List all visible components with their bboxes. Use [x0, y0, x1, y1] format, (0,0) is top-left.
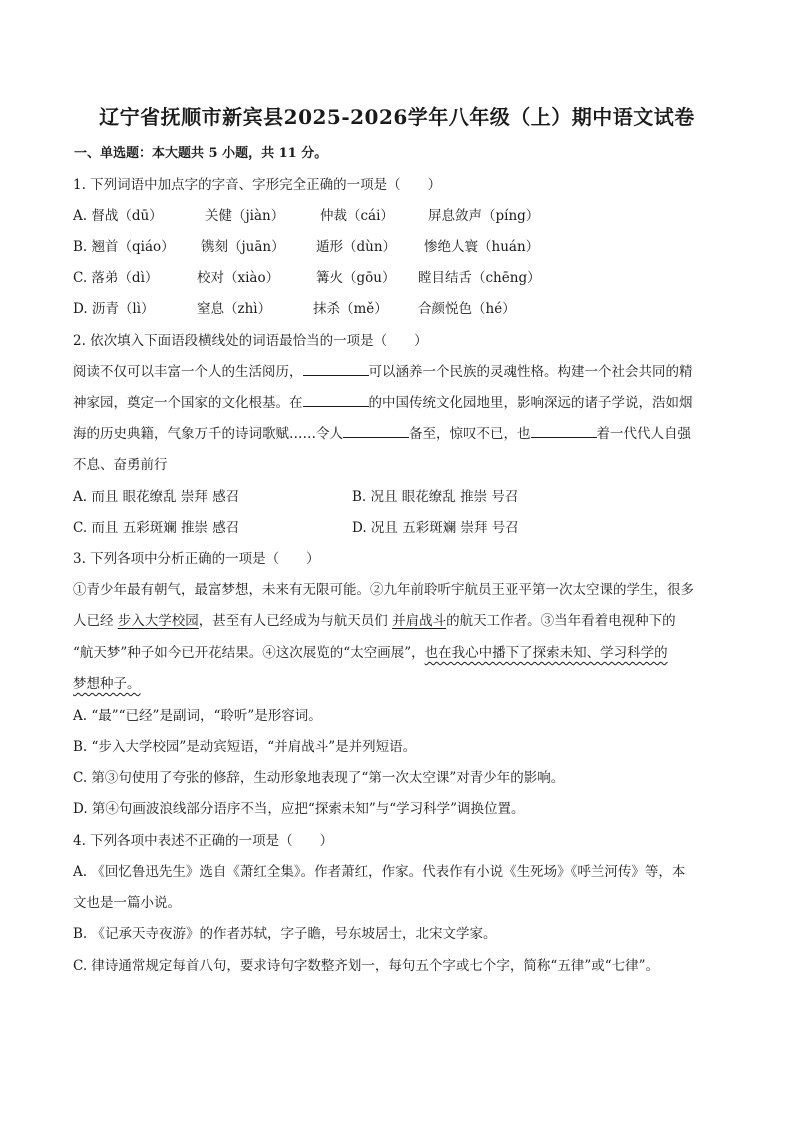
fill-blank	[303, 392, 369, 407]
q1-option-b-word: 镌刻（juān）	[201, 239, 285, 255]
wavy-underlined-phrase: 梦想种子。	[73, 676, 141, 692]
q3-passage-line	[73, 673, 141, 695]
q4-option-a-cont: 文也是一篇小说。	[73, 895, 181, 911]
fill-blank	[343, 423, 409, 438]
q3-option-c: C. 第③句使用了夸张的修辞，生动形象地表现了“第一次太空课”对青少年的影响。	[73, 770, 565, 786]
section-heading: 一、单选题：本大题共 5 小题，共 11 分。	[74, 146, 328, 161]
underlined-phrase: 步入大学校园	[117, 613, 199, 629]
underlined-phrase: 并肩战斗	[392, 613, 447, 629]
q2-option-b: B. 况且 眼花缭乱 推崇 号召	[352, 489, 519, 505]
q1-option-d-word: 抹杀（mě）	[313, 301, 388, 317]
q4-option-b: B. 《记承天寺夜游》的作者苏轼，字子瞻，号东坡居士，北宋文学家。	[73, 926, 497, 942]
q1-option-a-word: 仲裁（cái）	[320, 208, 394, 224]
q2-passage-line: 阅读不仅可以丰富一个人的生活阅历， 可以涵养一个民族的灵魂性格。构建一个社会共同的精	[73, 361, 693, 383]
question-4-stem: 4. 下列各项中表述不正确的一项是（ ）	[73, 833, 334, 849]
q2-passage-line: 神家园，奠定一个国家的文化根基。在 的中国传统文化园地里，影响深远的诸子学说，浩如烟	[73, 392, 693, 414]
q1-option-c: C. 落弟（dì）	[73, 270, 159, 286]
q1-option-c-word: 篝火（gōu）	[316, 270, 396, 286]
q1-option-b: B. 翘首（qiáo）	[73, 239, 175, 255]
q2-option-a: A. 而且 眼花缭乱 崇拜 感召	[73, 489, 240, 505]
q2-passage-line: 不息、奋勇前行	[73, 457, 168, 473]
q2-passage-line: 海的历史典籍，气象万千的诗词歌赋……令人 备至，惊叹不已，也 着一代代人自强	[73, 423, 691, 445]
question-2-stem: 2. 依次填入下面语段横线处的词语最恰当的一项是（ ）	[73, 333, 428, 349]
q3-option-b: B. “步入大学校园”是动宾短语，“并肩战斗”是并列短语。	[73, 739, 417, 755]
q4-option-a: A. 《回忆鲁迅先生》选自《萧红全集》。作者萧红，作家。代表作有小说《生死场》《呼兰河传》等，本	[73, 864, 686, 880]
question-3-stem: 3. 下列各项中分析正确的一项是（ ）	[73, 551, 320, 567]
fill-blank	[303, 361, 369, 376]
q4-option-c: C. 律诗通常规定每首八句，要求诗句字数整齐划一，每句五个字或七个字，简称“五律”或“七律”。	[73, 958, 660, 974]
q1-option-c-word: 校对（xiào）	[197, 270, 280, 286]
q2-option-d: D. 况且 五彩斑斓 崇拜 号召	[352, 520, 519, 536]
q1-option-a-word: 关健（jiàn）	[205, 208, 285, 224]
exam-title: 辽宁省抚顺市新宾县2025-2026学年八年级（上）期中语文试卷	[99, 105, 695, 129]
q3-passage-line: “航天梦”种子如今已开花结果。④这次展览的“太空画展”，也在我心中播下了探索未知、学习科学的	[73, 645, 668, 661]
q1-option-a: A. 督战（dū）	[73, 208, 163, 224]
q3-passage-line: 人已经 步入大学校园，甚至有人已经成为与航天员们 并肩战斗的航天工作者。③当年看着电视种下的	[73, 613, 676, 629]
q1-option-b-word: 惨绝人寰（huán）	[424, 239, 540, 255]
wavy-underlined-phrase: 也在我心中播下了探索未知、学习科学的	[424, 645, 668, 661]
q1-option-d-word: 合颜悦色（hé）	[418, 301, 516, 317]
q1-option-d: D. 沥青（lì）	[73, 301, 155, 317]
q3-option-d: D. 第④句画波浪线部分语序不当，应把“探索未知”与“学习科学”调换位置。	[73, 801, 525, 817]
q1-option-a-word: 屏息敛声（píng）	[428, 208, 540, 224]
q3-option-a: A. “最”“已经”是副词，“聆听”是形容词。	[73, 708, 322, 724]
q3-passage-line: ①青少年最有朝气，最富梦想，未来有无限可能。②九年前聆听宇航员王亚平第一次太空课的学生，很多	[73, 582, 694, 598]
q1-option-d-word: 窒息（zhì）	[197, 301, 272, 317]
fill-blank	[531, 423, 597, 438]
question-1-stem: 1. 下列词语中加点字的字音、字形完全正确的一项是（ ）	[73, 177, 442, 193]
q1-option-c-word: 瞠目结舌（chēng）	[418, 270, 541, 286]
q1-option-b-word: 遁形（dùn）	[316, 239, 397, 255]
q2-option-c: C. 而且 五彩斑斓 推崇 感召	[73, 520, 240, 536]
